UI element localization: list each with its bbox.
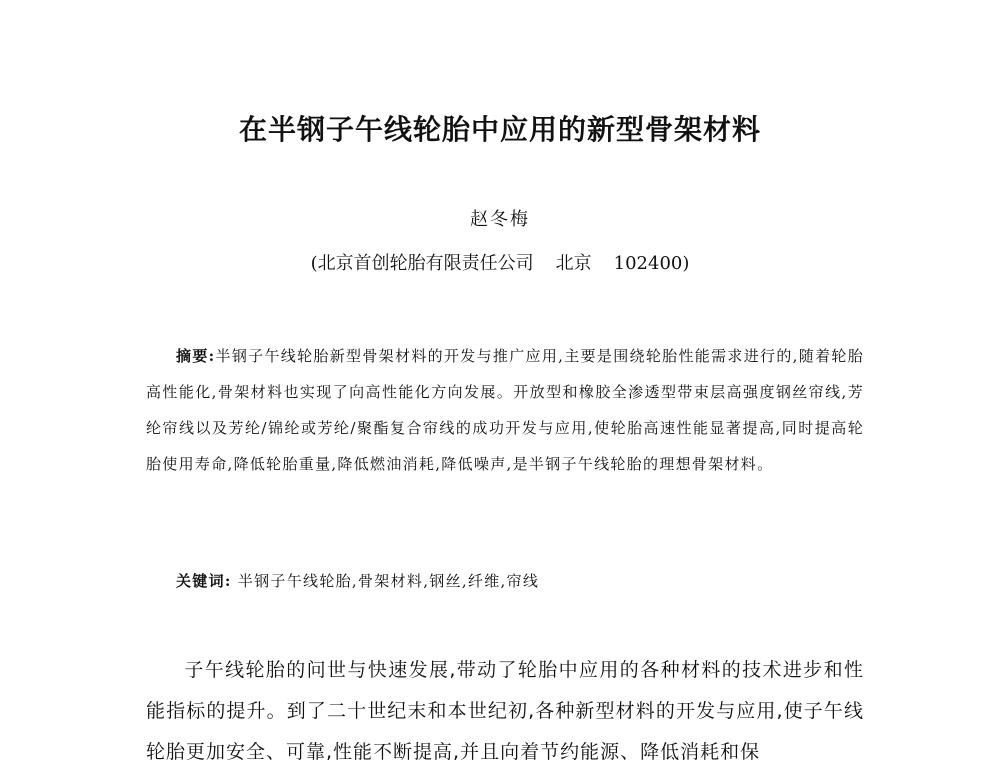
affiliation-postcode: 102400) [613, 253, 690, 274]
body-paragraph [146, 650, 864, 760]
body-paragraph-text: 子午线轮胎的问世与快速发展,带动了轮胎中应用的各种材料的技术进步和性能指标的提升。到了二十世纪末和本世纪初,各种新型材料的开发与应用,使子午线轮胎更加安全、可靠,性能不断提高,并且向着节约能源、降低消耗和保 [146, 659, 864, 760]
author-affiliation [0, 249, 1000, 275]
paper-title: 在半钢子午线轮胎中应用的新型骨架材料 [238, 113, 761, 146]
keywords-text: 半钢子午线轮胎,骨架材料,钢丝,纤维,帘线 [237, 572, 540, 590]
abstract [146, 338, 864, 482]
affiliation-city: 北京 [555, 253, 592, 274]
author-name: 赵冬梅 [470, 209, 530, 230]
keywords [176, 568, 866, 594]
affiliation-organization: (北京首创轮胎有限责任公司 [310, 253, 534, 274]
abstract-label: 摘要: [176, 347, 216, 365]
abstract-text: 半钢子午线轮胎新型骨架材料的开发与推广应用,主要是围绕轮胎性能需求进行的,随着轮胎高性能化,骨架材料也实现了向高性能化方向发展。开放型和橡胶全渗透型带束层高强度钢丝帘线,芳纶帘线以及芳纶/锦纶或芳纶/聚酯复合帘线的成功开发与应用,使轮胎高速性能显著提高,同时提高轮胎使用寿命,降低轮胎重量,降低燃油消耗,降低噪声,是半钢子午线轮胎的理想骨架材料。 [146, 347, 865, 473]
keywords-label: 关键词: [176, 572, 232, 590]
